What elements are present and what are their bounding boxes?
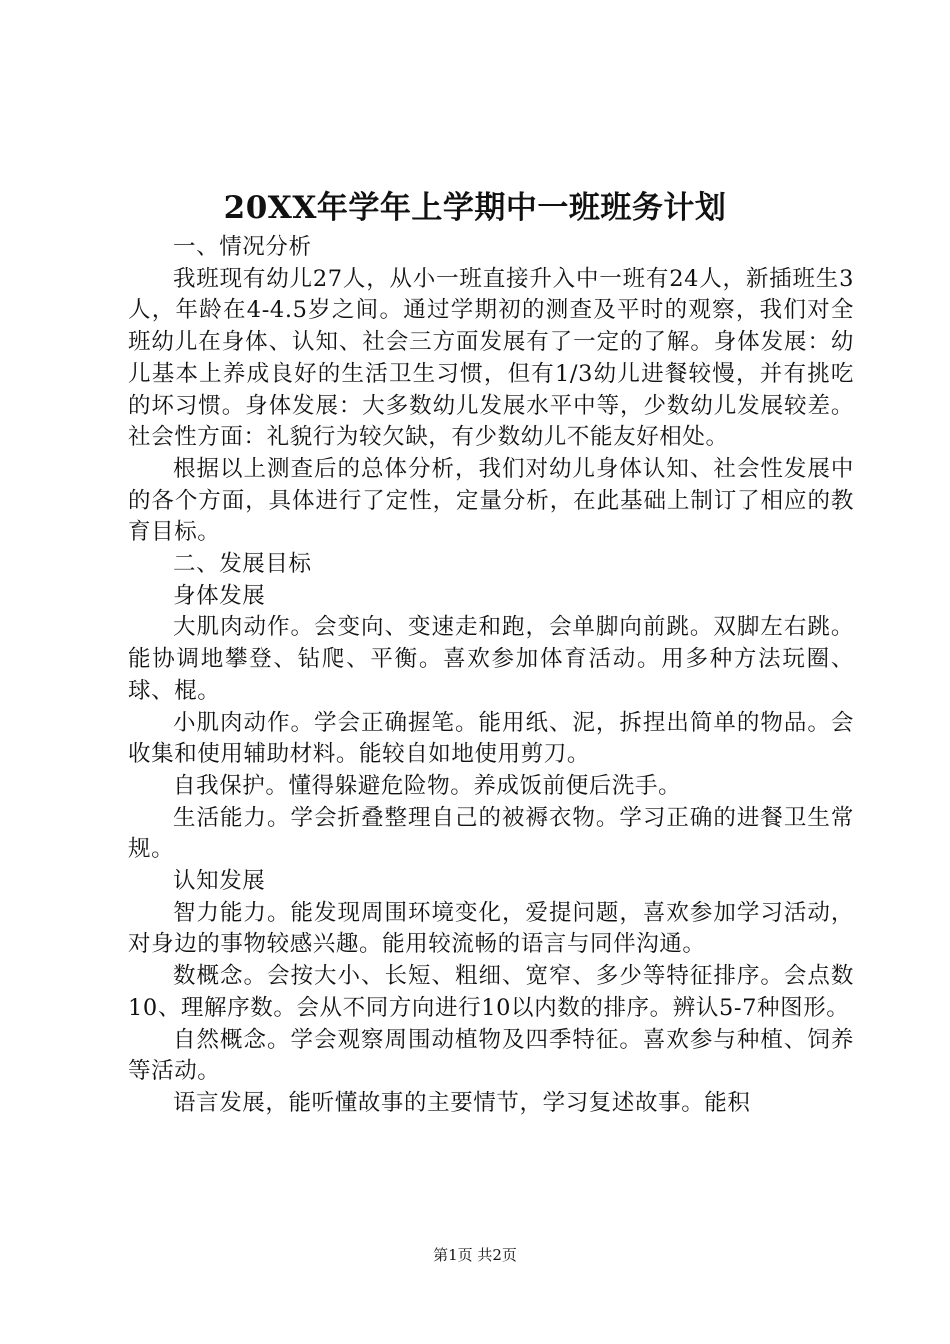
body-paragraph: 自我保护。懂得躲避危险物。养成饭前便后洗手。 — [173, 772, 682, 799]
body-paragraph: 语言发展，能听懂故事的主要情节，学习复述故事。能积 — [173, 1089, 751, 1116]
body-paragraph: 数概念。会按大小、长短、粗细、宽窄、多少等特征排序。会点数10、理解序数。会从不同方向进行10以内数的排序。辨认5-7种图形。 — [128, 963, 854, 1021]
body-paragraph: 智力能力。能发现周围环境变化，爱提问题，喜欢参加学习活动，对身边的事物较感兴趣。能用较流畅的语言与同伴沟通。 — [128, 899, 854, 958]
section-heading: 二、发展目标 — [173, 551, 312, 578]
body-paragraph: 生活能力。学会折叠整理自己的被褥衣物。学习正确的进餐卫生常规。 — [128, 804, 854, 863]
body-paragraph: 大肌肉动作。会变向、变速走和跑，会单脚向前跳。双脚左右跳。能协调地攀登、钻爬、平衡。喜欢参加体育活动。用多种方法玩圈、球、棍。 — [128, 614, 854, 704]
section-heading: 一、情况分析 — [173, 234, 312, 260]
body-paragraph: 自然概念。学会观察周围动植物及四季特征。喜欢参与种植、饲养等活动。 — [128, 1026, 854, 1085]
body-paragraph: 根据以上测查后的总体分析，我们对幼儿身体认知、社会性发展中的各个方面，具体进行了定性，定量分析，在此基础上制订了相应的教育目标。 — [128, 455, 854, 546]
subsection-heading: 认知发展 — [173, 868, 266, 895]
body-paragraph: 小肌肉动作。学会正确握笔。能用纸、泥，拆捏出简单的物品。会收集和使用辅助材料。能较自如地使用剪刀。 — [128, 709, 854, 768]
document-body — [128, 232, 854, 1120]
page-footer: 第1页 共2页 — [433, 1246, 517, 1264]
subsection-heading: 身体发展 — [173, 582, 266, 609]
body-paragraph: 我班现有幼儿27人，从小一班直接升入中一班有24人，新插班生3人，年龄在4-4.5岁之间。通过学期初的测查及平时的观察，我们对全班幼儿在身体、认知、社会三方面发展有了一定的了解。身体发展：幼儿基本上养成良好的生活卫生习惯，但有1/3幼儿进餐较慢，并有挑吃的坏习惯。身体发展：大多数幼儿发展水平中等，少数幼儿发展较差。社会性方面：礼貌行为较欠缺，有少数幼儿不能友好相处。 — [128, 265, 854, 451]
document-title: 20XX年学年上学期中一班班务计划 — [223, 190, 727, 226]
